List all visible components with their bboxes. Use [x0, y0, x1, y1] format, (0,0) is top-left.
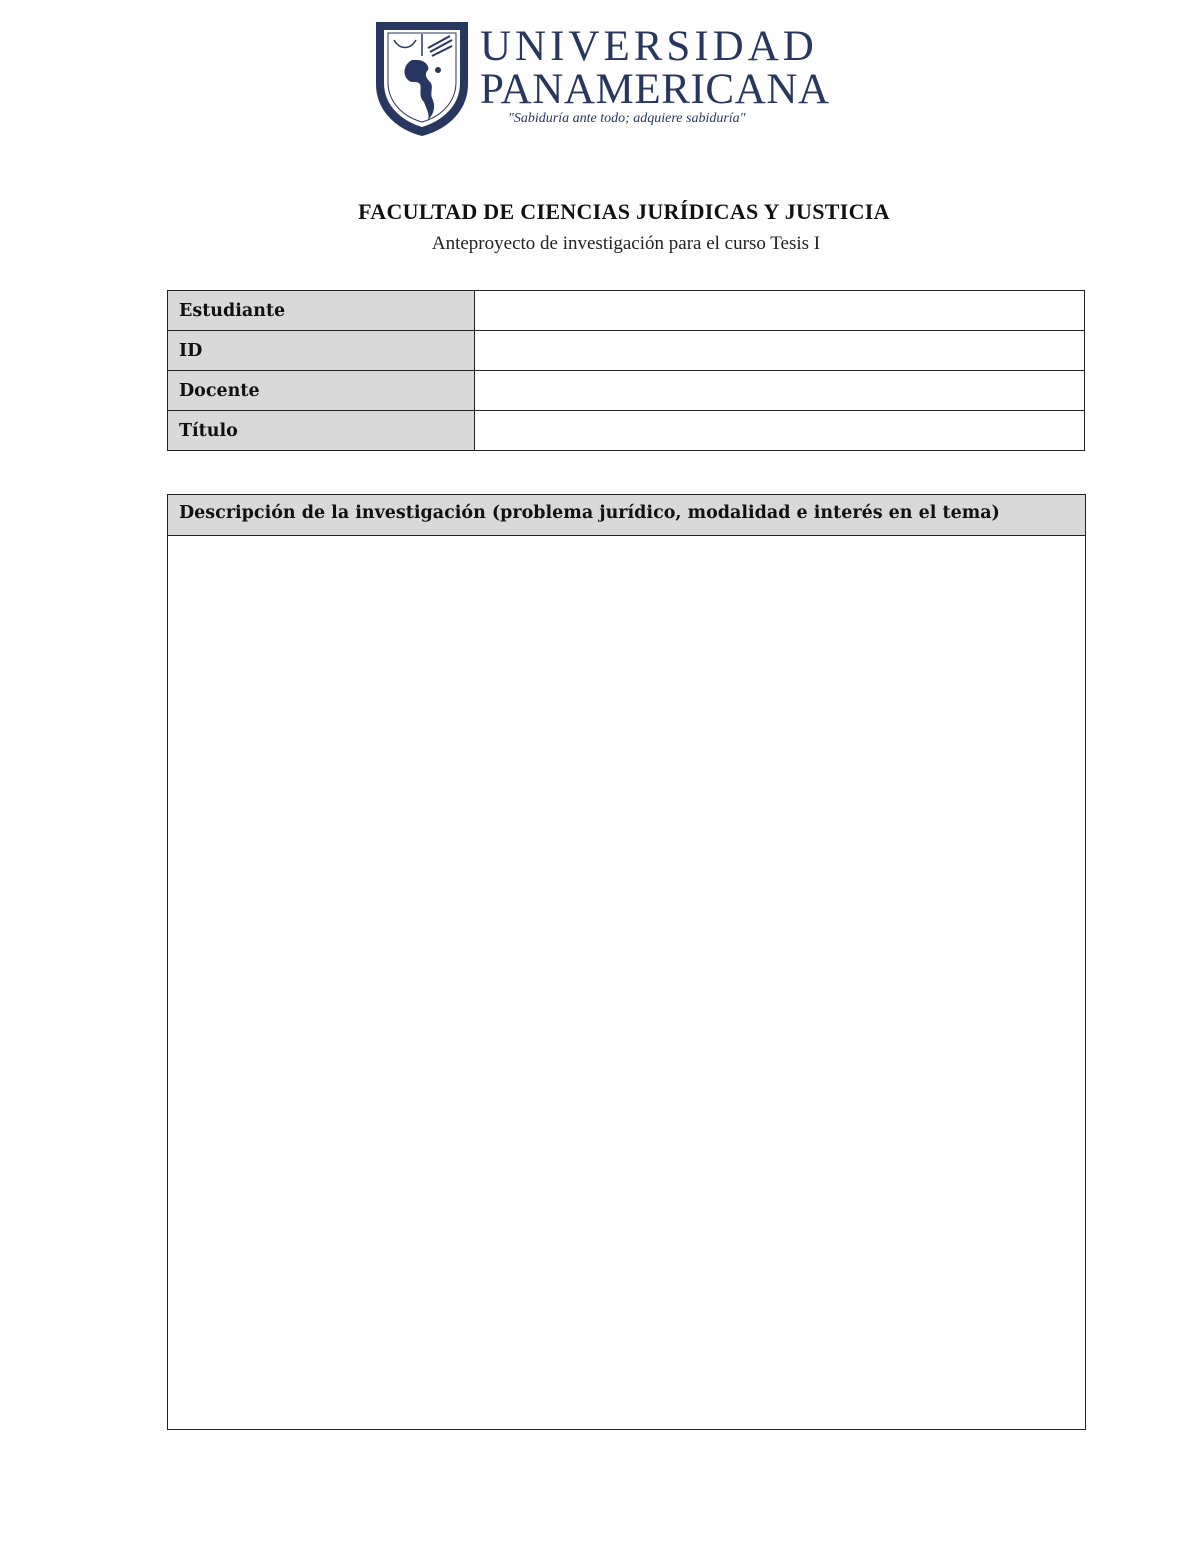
- description-field[interactable]: [168, 536, 1085, 1428]
- description-header: Descripción de la investigación (problema jurídico, modalidad e interés en el tema): [168, 495, 1085, 536]
- university-seal-icon: [372, 20, 472, 138]
- student-field[interactable]: [475, 291, 1085, 331]
- id-label: ID: [168, 331, 475, 371]
- table-row: [168, 291, 1085, 331]
- title-label: Título: [168, 411, 475, 451]
- logo-motto: "Sabiduría ante todo; adquiere sabiduría": [508, 111, 746, 126]
- teacher-field[interactable]: [475, 371, 1085, 411]
- description-box: [167, 494, 1086, 1430]
- university-logo: [372, 20, 830, 140]
- title-field[interactable]: [475, 411, 1085, 451]
- faculty-title: FACULTAD DE CIENCIAS JURÍDICAS Y JUSTICIA: [358, 199, 890, 224]
- student-info-table: [167, 290, 1085, 451]
- logo-line-panamericana: PANAMERICANA: [480, 66, 830, 113]
- logo-line-universidad: UNIVERSIDAD: [480, 23, 818, 70]
- table-row: [168, 371, 1085, 411]
- student-label: Estudiante: [168, 291, 475, 331]
- table-row: [168, 331, 1085, 371]
- teacher-label: Docente: [168, 371, 475, 411]
- id-field[interactable]: [475, 331, 1085, 371]
- document-subtitle: Anteproyecto de investigación para el curso Tesis I: [431, 233, 821, 254]
- table-row: [168, 411, 1085, 451]
